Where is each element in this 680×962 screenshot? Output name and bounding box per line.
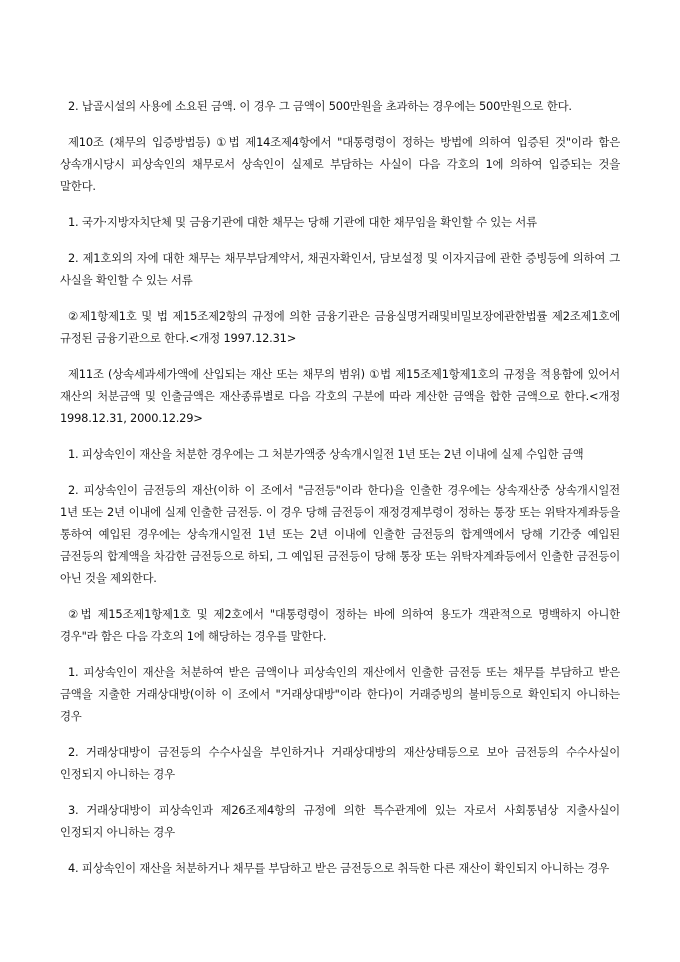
paragraph-3: 1. 국가·지방자치단체 및 금융기관에 대한 채무는 당해 기관에 대한 채무임을 확인할 수 있는 서류 <box>68 215 537 229</box>
paragraph-6: 제11조 (상속세과세가액에 산입되는 재산 또는 채무의 범위) ①법 제15조제1항제1호의 규정을 적용함에 있어서 재산의 처분금액 및 인출금액은 재산종류별로 다음 각호의 구분에 따라 계산한 금액을 합한 금액으로 한다.<개정 1998.12.31, 2000.12.29> <box>60 367 620 425</box>
paragraph-5: ②제1항제1호 및 법 제15조제2항의 규정에 의한 금융기관은 금융실명거래및비밀보장에관한법률 제2조제1호에 규정된 금융기관으로 한다.<개정 1997.12.31> <box>60 309 620 345</box>
paragraph-9: ②법 제15조제1항제1호 및 제2호에서 "대통령령이 정하는 바에 의하여 용도가 객관적으로 명백하지 아니한 경우"라 함은 다음 각호의 1에 해당하는 경우를 말한다. <box>60 607 620 643</box>
paragraph-13: 4. 피상속인이 재산을 처분하거나 채무를 부담하고 받은 금전등으로 취득한 다른 재산이 확인되지 아니하는 경우 <box>68 861 610 875</box>
paragraph-11: 2. 거래상대방이 금전등의 수수사실을 부인하거나 거래상대방의 재산상태등으로 보아 금전등의 수수사실이 인정되지 아니하는 경우 <box>60 745 620 781</box>
paragraph-10: 1. 피상속인이 재산을 처분하여 받은 금액이나 피상속인의 재산에서 인출한 금전등 또는 채무를 부담하고 받은 금액을 지출한 거래상대방(이하 이 조에서 "거래상대방"이라 한다)이 거래증빙의 불비등으로 확인되지 아니하는 경우 <box>60 665 620 723</box>
paragraph-4: 2. 제1호외의 자에 대한 채무는 채무부담계약서, 채권자확인서, 담보설정 및 이자지급에 관한 증빙등에 의하여 그 사실을 확인할 수 있는 서류 <box>60 251 620 287</box>
paragraph-1: 2. 납골시설의 사용에 소요된 금액. 이 경우 그 금액이 500만원을 초과하는 경우에는 500만원으로 한다. <box>68 99 572 113</box>
paragraph-7: 1. 피상속인이 재산을 처분한 경우에는 그 처분가액중 상속개시일전 1년 또는 2년 이내에 실제 수입한 금액 <box>68 447 584 461</box>
paragraph-2: 제10조 (채무의 입증방법등) ①법 제14조제4항에서 "대통령령이 정하는 방법에 의하여 입증된 것"이라 함은 상속개시당시 피상속인의 채무로서 상속인이 실제로 부담하는 사실이 다음 각호의 1에 의하여 입증되는 것을 말한다. <box>60 135 620 193</box>
paragraph-8: 2. 피상속인이 금전등의 재산(이하 이 조에서 "금전등"이라 한다)을 인출한 경우에는 상속재산중 상속개시일전 1년 또는 2년 이내에 실제 인출한 금전등. 이 경우 당해 금전등이 재정경제부령이 정하는 통장 또는 위탁자계좌등을 통하여 예입된 경우에는 상속개시일전 1년 또는 2년 이내에 인출한 금전등의 합계액에서 당해 기간중 예입된 금전등의 합계액을 차감한 금전등으로 하되, 그 예입된 금전등이 당해 통장 또는 위탁자계좌등에서 인출한 금전등이 아닌 것을 제외한다. <box>60 483 620 585</box>
paragraph-12: 3. 거래상대방이 피상속인과 제26조제4항의 규정에 의한 특수관계에 있는 자로서 사회통념상 지출사실이 인정되지 아니하는 경우 <box>60 803 620 839</box>
